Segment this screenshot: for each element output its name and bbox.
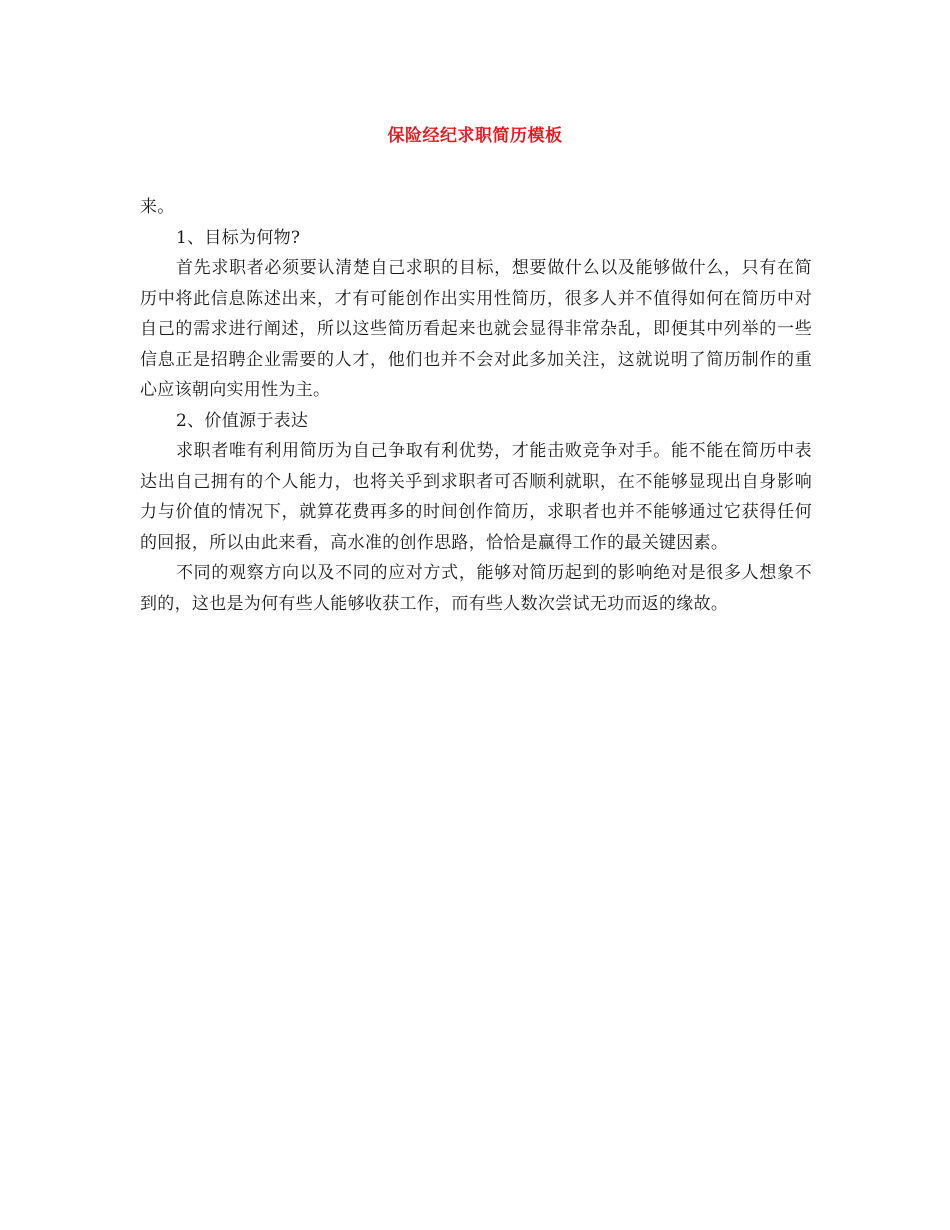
- paragraph-conclusion: 不同的观察方向以及不同的应对方式，能够对简历起到的影响绝对是很多人想象不到的，这也是为何有些人能够收获工作，而有些人数次尝试无功而返的缘故。: [140, 563, 812, 614]
- paragraph-goal: 首先求职者必须要认清楚自己求职的目标，想要做什么以及能够做什么，只有在简历中将此信息陈述出来，才有可能创作出实用性简历，很多人并不值得如何在简历中对自己的需求进行阐述，所以这些简历看起来也就会显得非常杂乱，即便其中列举的一些信息正是招聘企业需要的人才，他们也并不会对此多加关注，这就说明了简历制作的重心应该朝向实用性为主。: [140, 258, 812, 400]
- paragraph-value: 求职者唯有利用简历为自己争取有利优势，才能击败竞争对手。能不能在简历中表达出自己拥有的个人能力，也将关乎到求职者可否顺利就职，在不能够显现出自身影响力与价值的情况下，就算花费再多的时间创作简历，求职者也并不能够通过它获得任何的回报，所以由此来看，高水准的创作思路，恰恰是赢得工作的最关键因素。: [140, 441, 812, 553]
- document-body: [140, 192, 812, 619]
- section-heading-goal: 1、目标为何物?: [176, 227, 301, 248]
- section-heading-value: 2、价值源于表达: [176, 410, 309, 431]
- paragraph-continuation: 来。: [140, 197, 175, 217]
- document-title: 保险经纪求职简历模板: [387, 126, 563, 146]
